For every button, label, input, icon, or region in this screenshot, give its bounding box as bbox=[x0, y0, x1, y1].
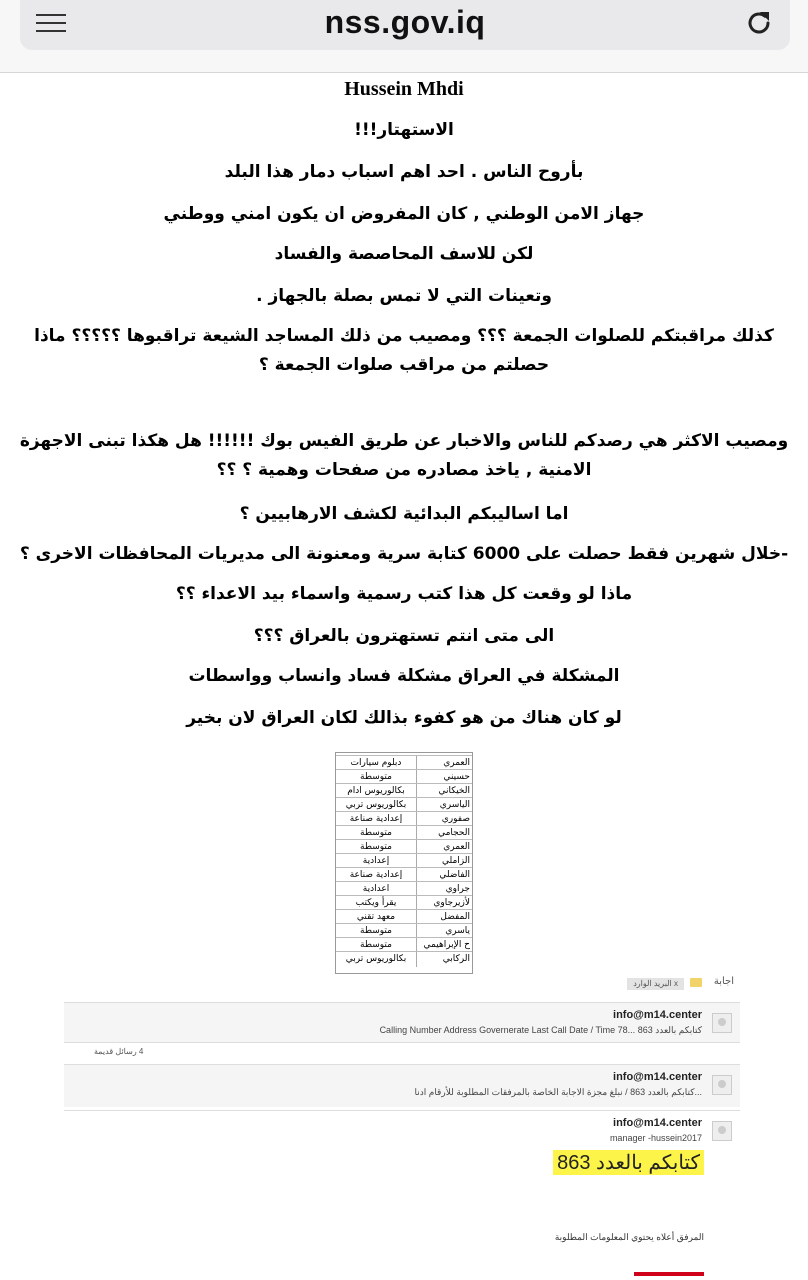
table-row: المفضل معهد تقني bbox=[336, 909, 472, 925]
email-sender: info@m14.center bbox=[613, 1009, 702, 1021]
table-row: حسيني متوسطة bbox=[336, 769, 472, 785]
email-message bbox=[64, 1064, 740, 1107]
table-row: ياسري متوسطة bbox=[336, 923, 472, 939]
avatar-icon bbox=[712, 1075, 732, 1095]
old-messages-bar bbox=[64, 1042, 740, 1063]
url-text[interactable]: nss.gov.iq bbox=[324, 4, 486, 40]
address-bar[interactable] bbox=[20, 0, 790, 50]
email-screenshot bbox=[64, 970, 740, 1280]
old-messages-count: 4 رسائل قديمة bbox=[94, 1047, 144, 1056]
email-snippet: Calling Number Address Governerate Last Call Date / Time 78... كتابكم بالعدد 863 bbox=[379, 1025, 702, 1035]
reply-label: اجابة bbox=[713, 976, 734, 987]
reload-icon[interactable] bbox=[742, 6, 776, 40]
post-line: بأروح الناس . احد اهم اسباب دمار هذا البلد bbox=[224, 162, 584, 182]
table-row: صفوري إعدادية صناعة bbox=[336, 811, 472, 827]
post-paragraph: كذلك مراقبتكم للصلوات الجمعة ؟؟؟ ومصيب من ذلك المساجد الشيعة تراقبوها ؟؟؟؟؟ ماذا حصلتم من مراقب صلوات الجمعة ؟ bbox=[34, 326, 774, 375]
email-snippet: manager -hussein2017 bbox=[609, 1133, 702, 1143]
avatar-icon bbox=[712, 1013, 732, 1033]
table-row: العمري متوسطة bbox=[336, 839, 472, 855]
table-row: العمري دبلوم سيارات bbox=[336, 755, 472, 771]
table-row: الخيكاني بكالوريوس ادام bbox=[336, 783, 472, 799]
document-table-image bbox=[335, 752, 473, 974]
post-line: اما اساليبكم البدائية لكشف الارهابيين ؟ bbox=[239, 504, 569, 524]
post-line: ماذا لو وقعت كل هذا كتب رسمية واسماء بيد الاعداء ؟؟ bbox=[175, 584, 633, 604]
post-line: لكن للاسف المحاصصة والفساد bbox=[274, 244, 534, 264]
attachment-note: المرفق أعلاه يحتوي المعلومات المطلوبة bbox=[554, 1232, 704, 1242]
table-row: الياسري بكالوريوس تربي bbox=[336, 797, 472, 813]
folder-icon bbox=[690, 978, 702, 987]
post-line: الاستهتار!!! bbox=[354, 120, 454, 140]
email-message bbox=[64, 1002, 740, 1043]
table-row: الزاملي إعدادية bbox=[336, 853, 472, 869]
email-header bbox=[64, 970, 740, 998]
post-line: جهاز الامن الوطني , كان المفروض ان يكون امني ووطني bbox=[163, 204, 645, 224]
table-row: الركابي بكالوريوس تربي bbox=[336, 951, 472, 967]
post-line: الى متى انتم تستهترون بالعراق ؟؟؟ bbox=[253, 626, 555, 646]
inbox-tag: البريد الوارد x bbox=[627, 978, 684, 990]
table-row: الحجامي متوسطة bbox=[336, 825, 472, 841]
post-line: المشكلة في العراق مشكلة فساد وانساب وواسطات bbox=[188, 666, 620, 686]
post-line: وتعينات التي لا تمس بصلة بالجهاز . bbox=[256, 286, 552, 306]
table-row: لأزيرجاوي يقرأ ويكتب bbox=[336, 895, 472, 911]
browser-toolbar bbox=[0, 0, 808, 73]
post-author: Hussein Mhdi bbox=[344, 78, 464, 100]
post-line: لو كان هناك من هو كفوء بذالك لكان العراق لان بخير bbox=[186, 708, 622, 728]
red-redaction-mark bbox=[634, 1272, 704, 1276]
email-snippet: كتابكم بالعدد 863 / نبلغ مجزة الاجابة الخاصة بالمرفقات المطلوبة للأرقام ادنا... bbox=[414, 1087, 702, 1097]
highlighted-text: كتابكم بالعدد 863 bbox=[553, 1150, 704, 1175]
email-sender: info@m14.center bbox=[613, 1071, 702, 1083]
email-sender: info@m14.center bbox=[613, 1117, 702, 1129]
table-row: الفاضلي إعدادية صناعة bbox=[336, 867, 472, 883]
avatar-icon bbox=[712, 1121, 732, 1141]
post-paragraph: ومصيب الاكثر هي رصدكم للناس والاخبار عن طريق الفيس بوك !!!!!! هل هكذا تبنى الاجهزة الامنية , ياخذ مصادره من صفحات وهمية ؟ ؟؟ bbox=[19, 431, 789, 480]
table-row: جراوي اعدادية bbox=[336, 881, 472, 897]
post-line: -خلال شهرين فقط حصلت على 6000 كتابة سرية ومعنونة الى مديريات المحافظات الاخرى ؟ bbox=[19, 544, 789, 564]
table-row: ح الإبراهيمي متوسطة bbox=[336, 937, 472, 953]
email-message bbox=[64, 1110, 740, 1147]
